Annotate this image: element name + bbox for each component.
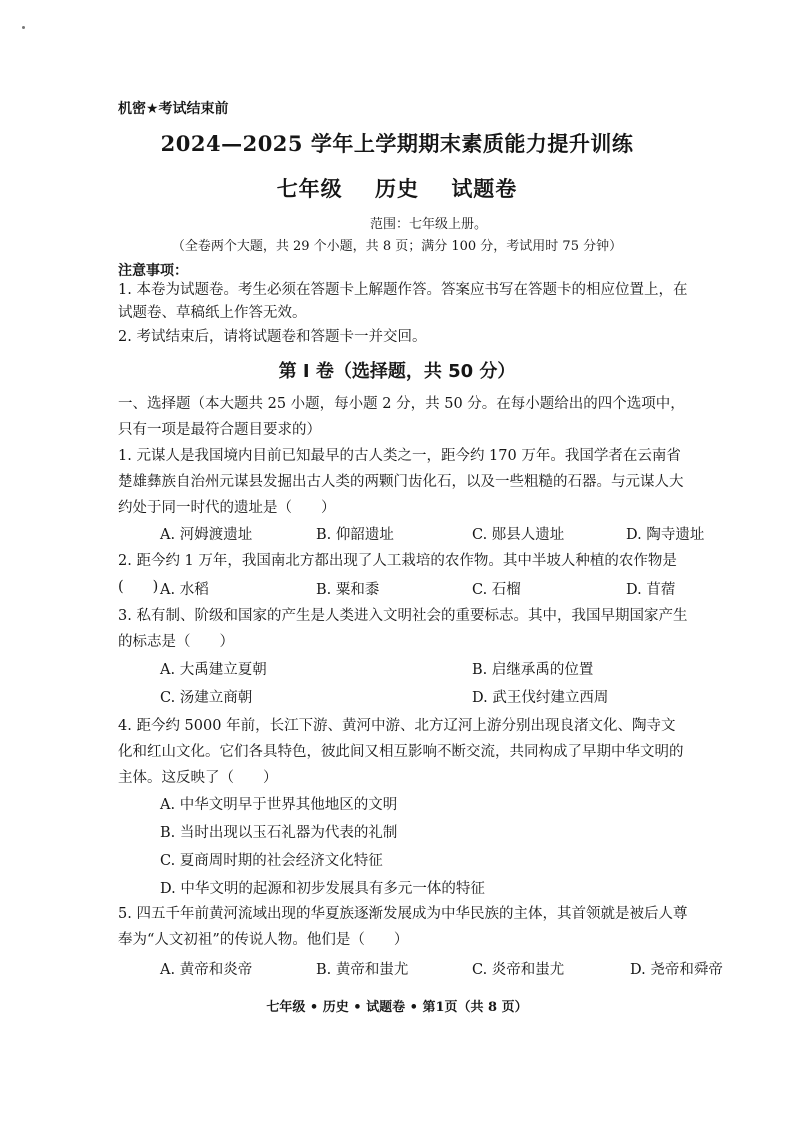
question-stem: 5. 四五千年前黄河流域出现的华夏族逐渐发展成为中华民族的主体，其首领就是被后人尊奉为“人文初祖”的传说人物。他们是（ ） <box>118 906 688 948</box>
subtitle-grade: 七年级 <box>276 176 343 201</box>
question-stem: 1. 元谋人是我国境内目前已知最早的古人类之一，距今约 170 万年。我国学者在云南省楚雄彝族自治州元谋县发掘出古人类的两颗门齿化石，以及一些粗糙的石器。与元谋人大约处于同一时代的遗址是（ ） <box>118 448 684 516</box>
secret-mark: 机密★考试结束前 <box>118 101 229 117</box>
question-option: A. 大禹建立夏朝 <box>160 662 267 678</box>
question-option: A. 黄帝和炎帝 <box>160 962 253 978</box>
question-option: D. 苜蓿 <box>626 582 676 598</box>
note-item: 2. 考试结束后，请将试题卷和答题卡一并交回。 <box>118 329 427 345</box>
question-option: B. 当时出现以玉石礼器为代表的礼制 <box>160 825 398 841</box>
exam-title: 2024—2025 学年上学期期末素质能力提升训练 <box>160 131 634 156</box>
exam-subtitle <box>0 173 794 203</box>
question-option: D. 陶寺遗址 <box>626 527 705 543</box>
question-option: C. 石榴 <box>472 582 521 598</box>
question-option: D. 中华文明的起源和初步发展具有多元一体的特征 <box>160 881 485 897</box>
question-option: B. 黄帝和蚩尤 <box>316 962 409 978</box>
question-option: A. 中华文明早于世界其他地区的文明 <box>160 797 398 813</box>
exam-info: （全卷两个大题，共 29 个小题，共 8 页；满分 100 分，考试用时 75 分钟） <box>171 239 623 254</box>
question-option: D. 尧帝和舜帝 <box>630 962 723 978</box>
question-option: C. 炎帝和蚩尤 <box>472 962 565 978</box>
question-option: C. 郧县人遗址 <box>472 527 565 543</box>
subtitle-subject: 历史 <box>375 176 419 201</box>
part-intro: 一、选择题（本大题共 25 小题，每小题 2 分，共 50 分。在每小题给出的四个选项中，只有一项是最符合题目要求的） <box>118 396 685 438</box>
page-footer: 七年级 • 历史 • 试题卷 • 第1页（共 8 页） <box>266 1000 528 1015</box>
exam-scope: 范围：七年级上册。 <box>370 217 488 232</box>
question-option: A. 河姆渡遗址 <box>160 527 253 543</box>
question-option: A. 水稻 <box>160 582 209 598</box>
question-option: B. 粟和黍 <box>316 582 380 598</box>
question-stem: 3. 私有制、阶级和国家的产生是人类进入文明社会的重要标志。其中，我国早期国家产生的标志是（ ） <box>118 608 688 650</box>
section-title: 第 I 卷（选择题，共 50 分） <box>278 361 516 382</box>
question-option: B. 启继承禹的位置 <box>472 662 594 678</box>
note-item: 1. 本卷为试题卷。考生必须在答题卡上解题作答。答案应书写在答题卡的相应位置上，在试题卷、草稿纸上作答无效。 <box>118 282 688 321</box>
subtitle-type: 试题卷 <box>451 176 518 201</box>
question-option: C. 汤建立商朝 <box>160 690 253 706</box>
notes-title: 注意事项： <box>118 263 188 279</box>
question-stem: 4. 距今约 5000 年前，长江下游、黄河中游、北方辽河上游分别出现良渚文化、陶寺文化和红山文化。它们各具特色，彼此间又相互影响不断交流，共同构成了早期中华文明的主体。这反映了（ ） <box>118 718 684 786</box>
question-option: C. 夏商周时期的社会经济文化特征 <box>160 853 383 869</box>
question-option: B. 仰韶遗址 <box>316 527 394 543</box>
question-stem: 2. 距今约 1 万年，我国南北方都出现了人工栽培的农作物。其中半坡人种植的农作物是( ) <box>118 553 677 595</box>
question-option: D. 武王伐纣建立西周 <box>472 690 609 706</box>
scan-speck <box>22 26 25 29</box>
